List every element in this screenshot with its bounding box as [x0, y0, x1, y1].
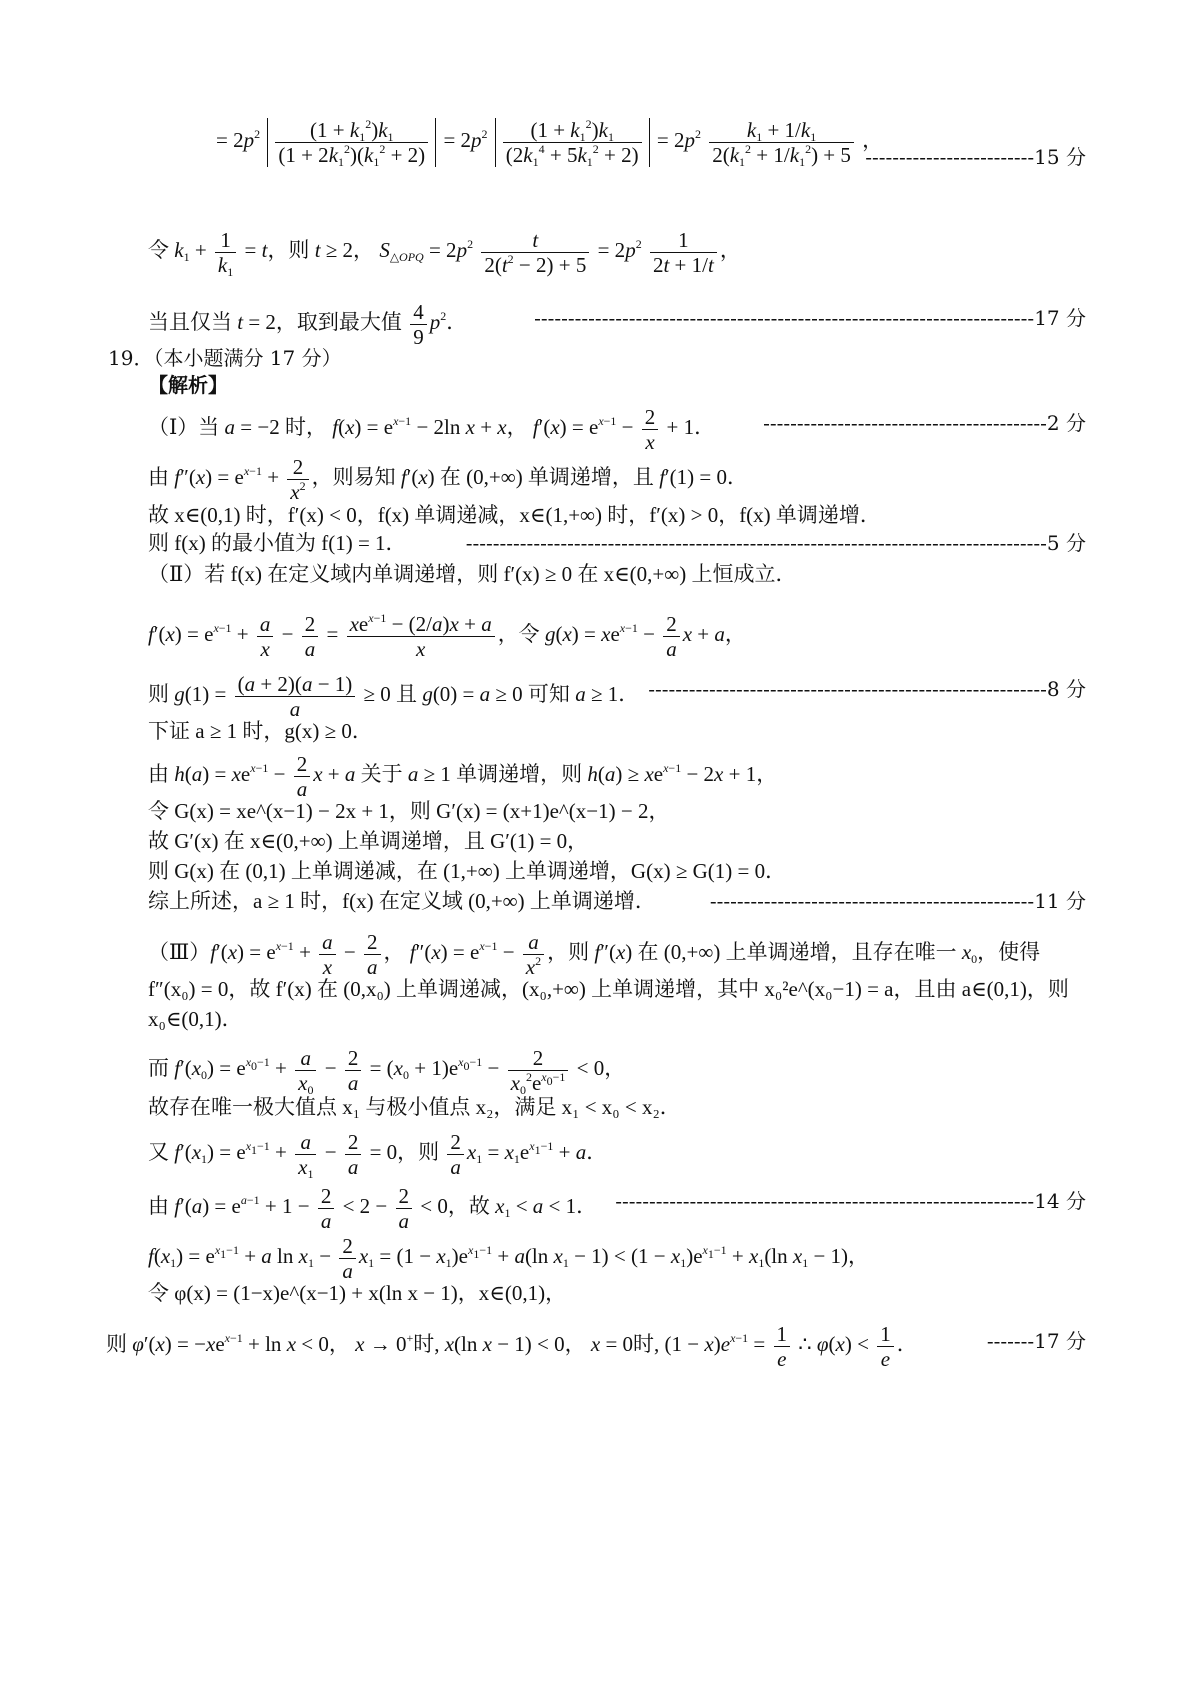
- solution-line-7: [148, 455, 748, 504]
- solution-text-1: = $2p^2$ $\frac{(1 + k_1^2)k_1}{(1 + 2k_1^2)(k_1^2 + 2)}$ = $2p^2$ $\frac{(1 + k_1^2)k_1}{(2k_1^4 + 5k_1^2 + 2)}$ = $2p^2$ $\frac{k_1 + 1/k_1}{2(k_1^2 + 1/k_1^2) + 5}$ ，: [216, 117, 884, 169]
- score-mark-17a: --------------------------------------------------------------------------17 分: [534, 306, 1086, 330]
- solution-line-10: （Ⅱ）若 f(x) 在定义域内单调递增，则 f′(x) ≥ 0 在 x∈(0,+∞) 上恒成立．: [148, 562, 797, 586]
- score-mark-17b: -------17 分: [986, 1329, 1086, 1353]
- solution-line-3: [148, 300, 467, 349]
- solution-line-20: f″(x₀) = 0，故 f′(x) 在 (0,x₀) 上单调递减，(x₀,+∞) 上单调递增，其中 x₀²e^(x₀−1) = a，且由 a∈(0,1)，则: [148, 977, 1069, 1001]
- score-mark-2: ------------------------------------------2 分: [763, 411, 1086, 435]
- analysis-heading: 【解析】: [148, 373, 228, 397]
- score-mark-5: --------------------------------------------------------------------------------------5 分: [465, 531, 1086, 555]
- solution-line-23: 故存在唯一极大值点 x₁ 与极小值点 x₂，满足 x₁ < x₀ < x₂．: [148, 1095, 681, 1119]
- solution-text-24: 又 $f'(x_1) = e^{x_1-1}$ + $\frac{a}{x_1}$ − $\frac{2}{a}$ = 0，则 $\frac{2}{a}$ $x_1 = x_1e^{x_1-1} + a$．: [148, 1130, 608, 1181]
- solution-text-14: 由 $h(a) = xe^{x-1}$ − $\frac{2}{a}$ x + a 关于 a ≥ 1 单调递增，则 $h(a) \ge xe^{x-1} - 2x + 1$，: [148, 752, 778, 801]
- solution-line-22: [148, 1046, 625, 1095]
- solution-text-3: 当且仅当 t = 2，取到最大值 $\frac{4}{9}$ $p^2$．: [148, 300, 468, 349]
- question-19-heading: 19．（本小题满分 17 分）: [108, 346, 342, 370]
- solution-text-26: $f(x_1) = e^{x_1-1} + a$ $\ln x_1$ − $\frac{2}{a}$ $x_1 = (1 - x_1)e^{x_1-1} + a(\ln$ $x_1 - 1) < (1 - x_1)e^{x_1-1} + x_1(\ln$ $x_1 - 1$)，: [148, 1234, 870, 1283]
- solution-text-11: $f'(x) = e^{x-1}$ + $\frac{a}{x}$ − $\frac{2}{a}$ = $\frac{xe^{x-1} - (2/a)x + a}{x}$ ，令 $g(x) = xe^{x-1}$ − $\frac{2}{a}$ x + a，: [148, 611, 746, 661]
- solution-text-6: （Ⅰ）当 a = −2 时， $f(x) = e^{x-1} - 2\ln$ x + x， $f'(x) = e^{x-1}$ − $\frac{2}{x}$ + 1．: [148, 405, 716, 454]
- solution-line-21: x₀∈(0,1)．: [148, 1007, 243, 1031]
- solution-text-7: 由 $f''(x) = e^{x-1}$ + $\frac{2}{x^2}$ ，则易知 f′(x) 在 (0,+∞) 单调递增，且 f′(1) = 0．: [148, 455, 748, 504]
- solution-line-16: 故 G′(x) 在 x∈(0,+∞) 上单调递增，且 G′(1) = 0，: [148, 829, 589, 853]
- solution-text-28: 则 $\varphi'(x) = -xe^{x-1} + \ln x < 0$， x → 0+时, x(ln x − 1) < 0， x = 0时, $(1 - x)e^{x-1}$ = $\frac{1}{e}$ ∴ φ(x) < $\frac{1}{e}$ ．: [106, 1322, 918, 1371]
- solution-line-15: 令 G(x) = xe^(x−1) − 2x + 1，则 G′(x) = (x+1)e^(x−1) − 2，: [148, 799, 670, 823]
- score-mark-15: -------------------------15 分: [865, 145, 1086, 169]
- solution-line-12: [148, 672, 639, 721]
- solution-line-13: 下证 a ≥ 1 时，g(x) ≥ 0．: [148, 719, 373, 743]
- solution-line-26: [148, 1234, 869, 1283]
- solution-line-1: [216, 118, 883, 167]
- solution-line-6: [148, 405, 715, 454]
- solution-line-11: [148, 612, 746, 661]
- solution-line-18: 综上所述，a ≥ 1 时，f(x) 在定义域 (0,+∞) 上单调递增．: [148, 889, 656, 913]
- solution-text-22: 而 $f'(x_0) = e^{x_0-1}$ + $\frac{a}{x_0}$ − $\frac{2}{a}$ = $(x_0 + 1)e^{x_0-1}$ − $\frac{2}{x_0^2e^{x_0-1}}$ < 0，: [148, 1046, 626, 1097]
- solution-line-17: 则 G(x) 在 (0,1) 上单调递减，在 (1,+∞) 上单调递增，G(x) ≥ G(1) = 0．: [148, 859, 787, 883]
- solution-text-25: 由 $f'(a) = e^{a-1} + 1$ − $\frac{2}{a}$ < 2 − $\frac{2}{a}$ < 0，故 $x_1 < a < 1$．: [148, 1184, 598, 1233]
- score-mark-11: ------------------------------------------------11 分: [709, 889, 1086, 913]
- solution-text-19: （Ⅲ）f′(x) = $e^{x-1}$ + $\frac{a}{x}$ − $\frac{2}{a}$ ， $f''(x) = e^{x-1}$ − $\frac{a}{x^2}$ ，则 f″(x) 在 (0,+∞) 上单调递增，且存在唯一 $x_0$，使得: [148, 930, 1041, 979]
- solution-line-25: [148, 1184, 597, 1233]
- solution-line-14: [148, 752, 777, 801]
- solution-line-27: 令 φ(x) = (1−x)e^(x−1) + x(ln x − 1)，x∈(0,1)，: [148, 1281, 567, 1305]
- solution-line-19: [148, 930, 1040, 979]
- solution-line-8: 故 x∈(0,1) 时，f′(x) < 0，f(x) 单调递减，x∈(1,+∞) 时，f′(x) > 0，f(x) 单调递增．: [148, 503, 881, 527]
- solution-line-24: [148, 1130, 607, 1179]
- solution-line-9: 则 f(x) 的最小值为 f(1) = 1．: [148, 531, 407, 555]
- solution-line-2: [148, 228, 741, 277]
- solution-line-28: [106, 1322, 918, 1371]
- solution-text-12: 则 g(1) = $\frac{(a + 2)(a - 1)}{a}$ ≥ 0 且 g(0) = a ≥ 0 可知 a ≥ 1．: [148, 672, 640, 721]
- solution-text-2: 令 $k_1$ + $\frac{1}{k_1}$ = t，则 t ≥ 2， $S_{\triangle OPQ} = 2p^2$ $\frac{t}{2(t^2 - 2) + 5}$ = $2p^2$ $\frac{1}{2t + 1/t}$ ，: [148, 228, 741, 279]
- score-mark-8: -----------------------------------------------------------8 分: [648, 677, 1086, 701]
- score-mark-14: --------------------------------------------------------------14 分: [615, 1189, 1086, 1213]
